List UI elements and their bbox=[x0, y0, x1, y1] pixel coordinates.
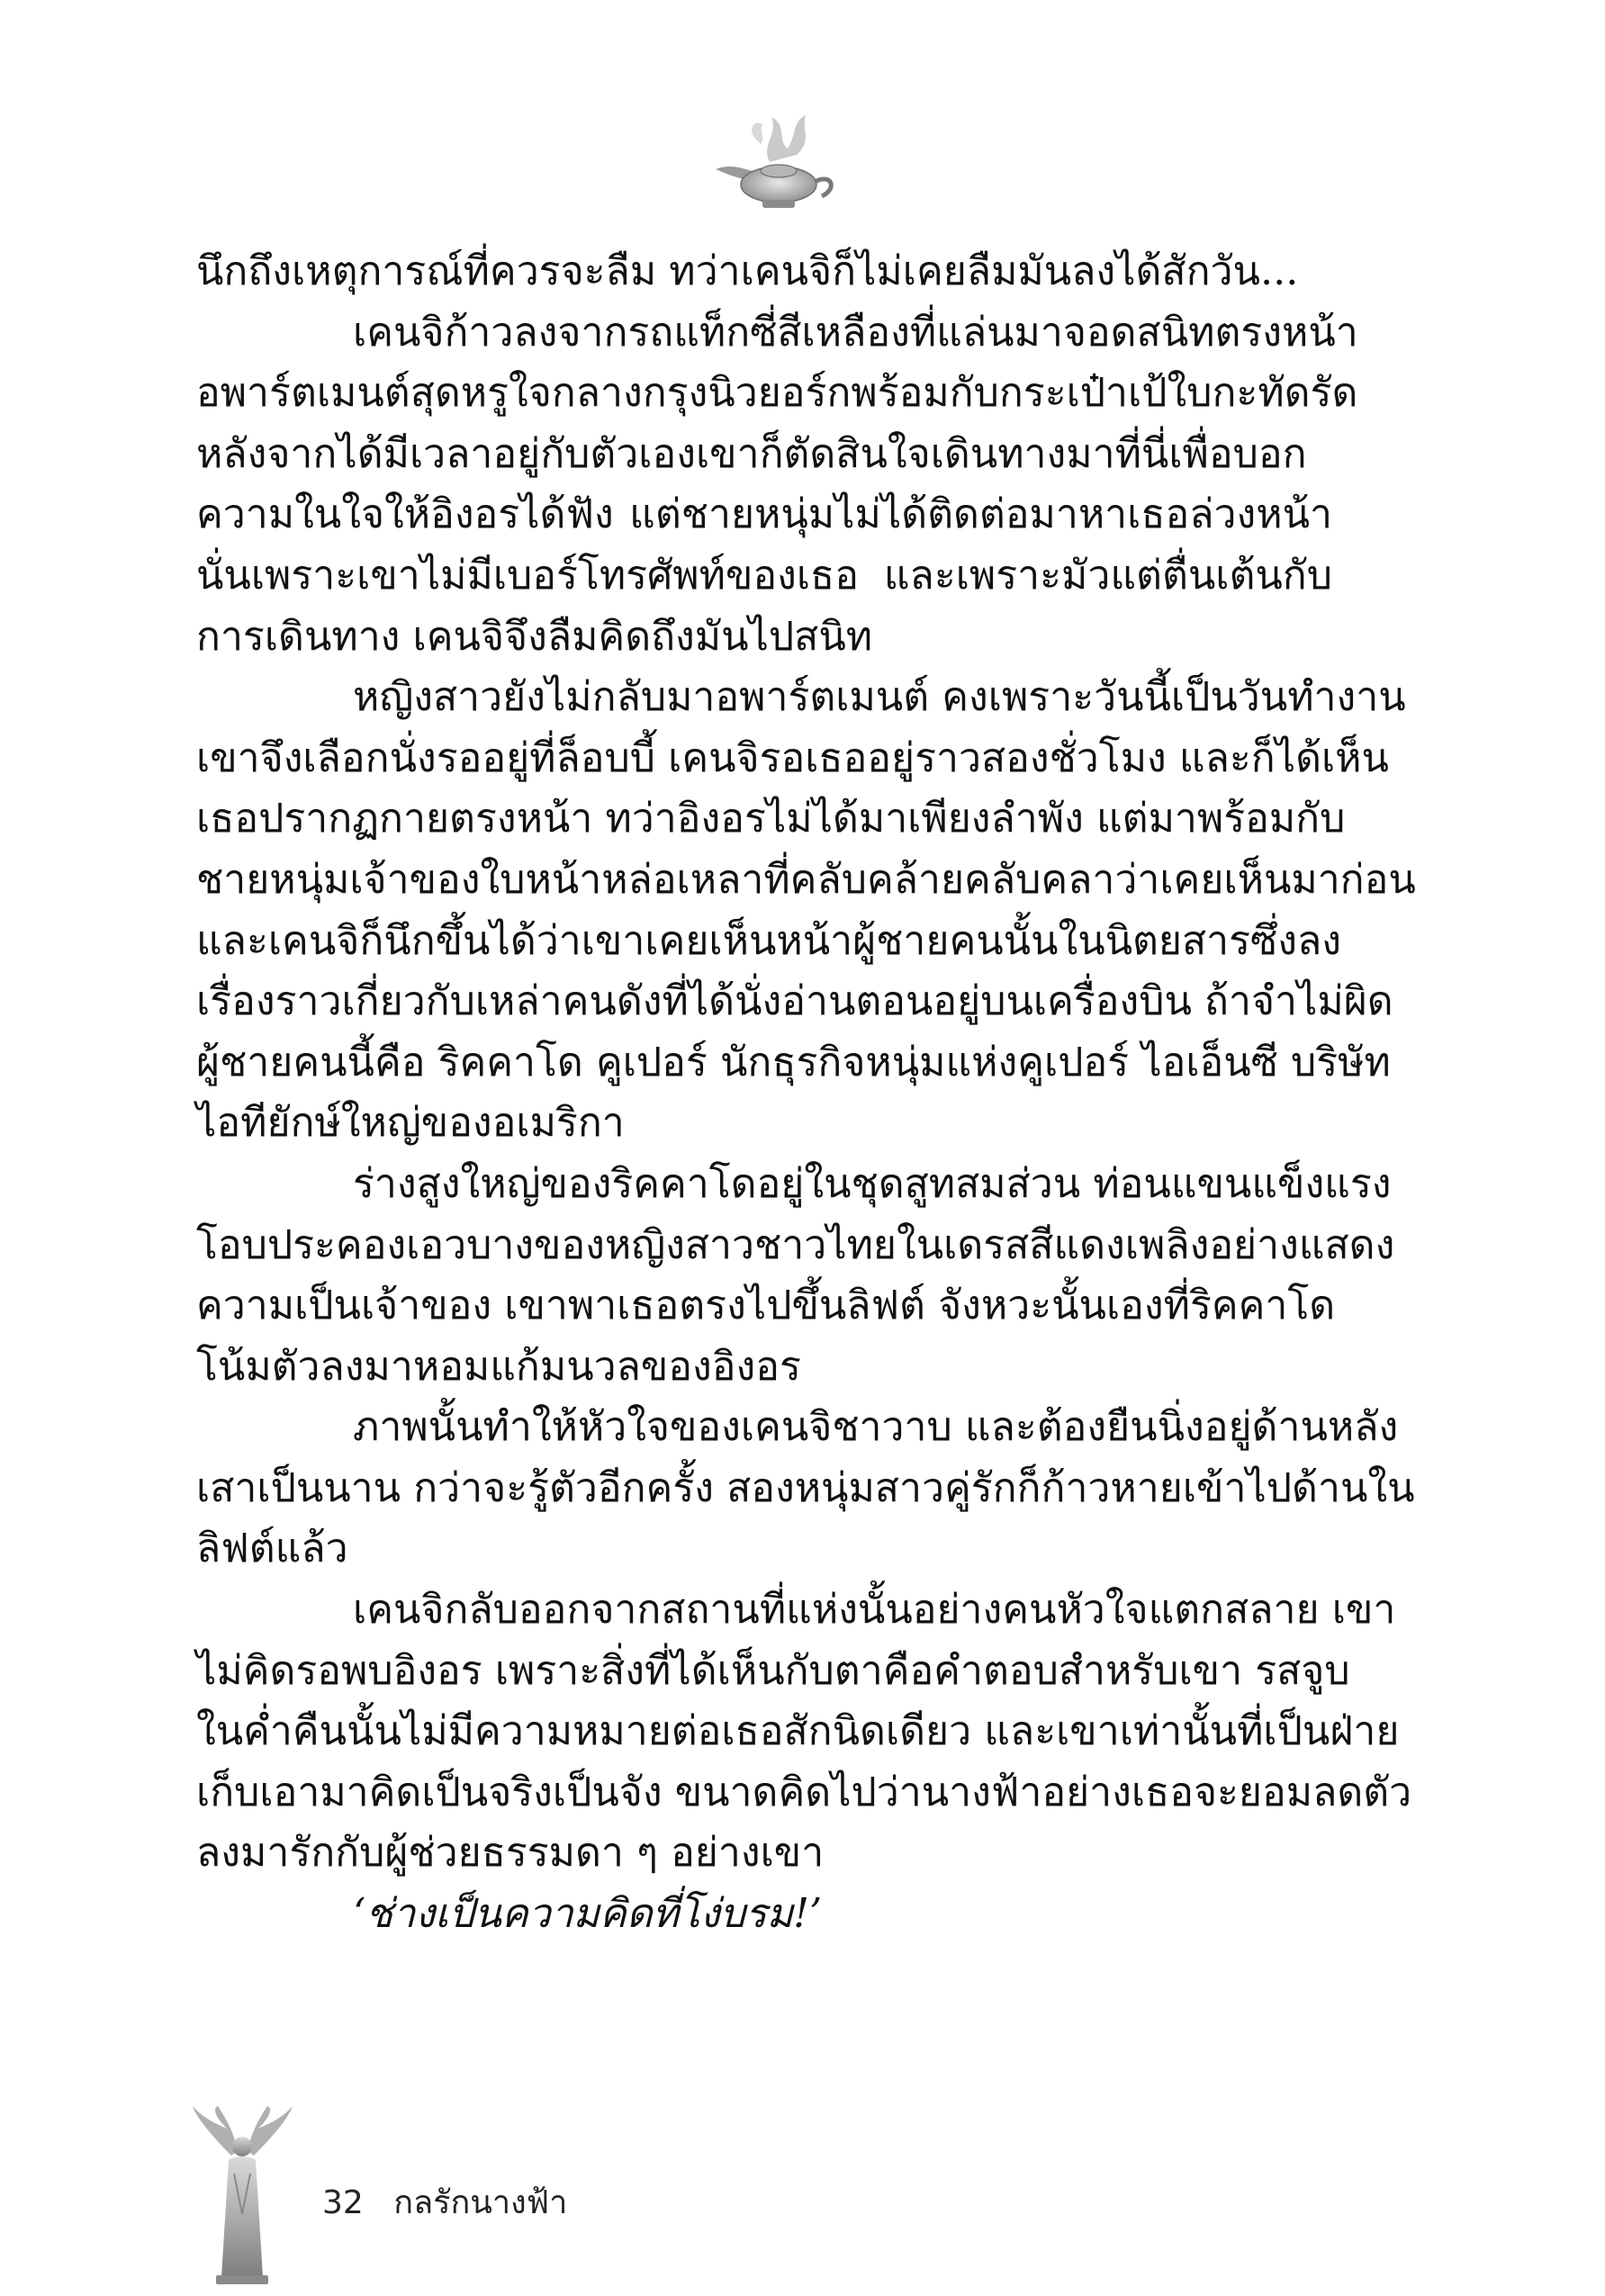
text-line: การเดินทาง เคนจิจึงลืมคิดถึงมันไปสนิท bbox=[196, 613, 873, 660]
text-line: หญิงสาวยังไม่กลับมาอพาร์ตเมนต์ คงเพราะวันนี้เป็นวันทำงาน bbox=[353, 674, 1406, 721]
book-title: กลรักนางฟ้า bbox=[393, 2184, 568, 2221]
text-line: ลงมารักกับผู้ช่วยธรรมดา ๆ อย่างเขา bbox=[196, 1830, 825, 1877]
text-line: ไอทียักษ์ใหญ่ของอเมริกา bbox=[196, 1100, 625, 1147]
text-line: เคนจิก้าวลงจากรถแท็กซี่สีเหลืองที่แล่นมาจอดสนิทตรงหน้า bbox=[353, 309, 1358, 356]
text-line: นั่นเพราะเขาไม่มีเบอร์โทรศัพท์ของเธอ และเพราะมัวแต่ตื่นเต้นกับ bbox=[196, 552, 1332, 599]
text-line: ร่างสูงใหญ่ของริคคาโดอยู่ในชุดสูทสมส่วน ท่อนแขนแข็งแรง bbox=[353, 1160, 1392, 1207]
text-line: โอบประคองเอวบางของหญิงสาวชาวไทยในเดรสสีแดงเพลิงอย่างแสดง bbox=[196, 1221, 1395, 1268]
text-line: เขาจึงเลือกนั่งรออยู่ที่ล็อบบี้ เคนจิรอเธออยู่ราวสองชั่วโมง และก็ได้เห็น bbox=[196, 734, 1389, 781]
genie-lamp-icon bbox=[707, 99, 842, 225]
text-line: ความในใจให้อิงอรได้ฟัง แต่ชายหนุ่มไม่ได้ติดต่อมาหาเธอล่วงหน้า bbox=[196, 491, 1332, 538]
text-line: ‘ช่างเป็นความคิดที่โง่บรม!’ bbox=[353, 1891, 823, 1938]
text-line: เสาเป็นนาน กว่าจะรู้ตัวอีกครั้ง สองหนุ่มสาวคู่รักก็ก้าวหายเข้าไปด้านใน bbox=[196, 1464, 1415, 1511]
text-line: โน้มตัวลงมาหอมแก้มนวลของอิงอร bbox=[196, 1343, 801, 1390]
text-line: และเคนจิก็นึกขึ้นได้ว่าเขาเคยเห็นหน้าผู้ชายคนนั้นในนิตยสารซึ่งลง bbox=[196, 917, 1341, 964]
text-line: ชายหนุ่มเจ้าของใบหน้าหล่อเหลาที่คลับคล้ายคลับคลาว่าเคยเห็นมาก่อน bbox=[196, 856, 1416, 903]
text-line: เรื่องราวเกี่ยวกับเหล่าคนดังที่ได้นั่งอ่านตอนอยู่บนเครื่องบิน ถ้าจำไม่ผิด bbox=[196, 978, 1393, 1025]
page-footer bbox=[322, 2176, 567, 2228]
text-line: ผู้ชายคนนี้คือ ริคคาโด คูเปอร์ นักธุรกิจหนุ่มแห่งคูเปอร์ ไอเอ็นซี บริษัท bbox=[196, 1039, 1391, 1085]
page-number: 32 bbox=[322, 2184, 364, 2221]
text-line: ภาพนั้นทำให้หัวใจของเคนจิชาวาบ และต้องยืนนิ่งอยู่ด้านหลัง bbox=[353, 1404, 1399, 1451]
text-line: นึกถึงเหตุการณ์ที่ควรจะลืม ทว่าเคนจิก็ไม่เคยลืมมันลงได้สักวัน... bbox=[196, 248, 1299, 294]
text-line: ในค่ำคืนนั้นไม่มีความหมายต่อเธอสักนิดเดียว และเขาเท่านั้นที่เป็นฝ่าย bbox=[196, 1708, 1400, 1755]
angel-statue-icon bbox=[191, 2106, 294, 2286]
text-line: เคนจิกลับออกจากสถานที่แห่งนั้นอย่างคนหัวใจแตกสลาย เขา bbox=[353, 1587, 1396, 1634]
text-line: เธอปรากฏกายตรงหน้า ทว่าอิงอรไม่ได้มาเพียงลำพัง แต่มาพร้อมกับ bbox=[196, 796, 1346, 842]
text-line: ความเป็นเจ้าของ เขาพาเธอตรงไปขึ้นลิฟต์ จังหวะนั้นเองที่ริคคาโด bbox=[196, 1283, 1336, 1329]
text-line: ลิฟต์แล้ว bbox=[196, 1526, 348, 1572]
text-line: เก็บเอามาคิดเป็นจริงเป็นจัง ขนาดคิดไปว่านางฟ้าอย่างเธอจะยอมลดตัว bbox=[196, 1769, 1412, 1815]
text-line: ไม่คิดรอพบอิงอร เพราะสิ่งที่ได้เห็นกับตาคือคำตอบสำหรับเขา รสจูบ bbox=[196, 1647, 1350, 1694]
text-line: อพาร์ตเมนต์สุดหรูใจกลางกรุงนิวยอร์กพร้อมกับกระเป๋าเป้ใบกะทัดรัด bbox=[196, 370, 1358, 417]
text-line: หลังจากได้มีเวลาอยู่กับตัวเองเขาก็ตัดสินใจเดินทางมาที่นี่เพื่อบอก bbox=[196, 430, 1307, 477]
chapter-body bbox=[196, 241, 1416, 1945]
